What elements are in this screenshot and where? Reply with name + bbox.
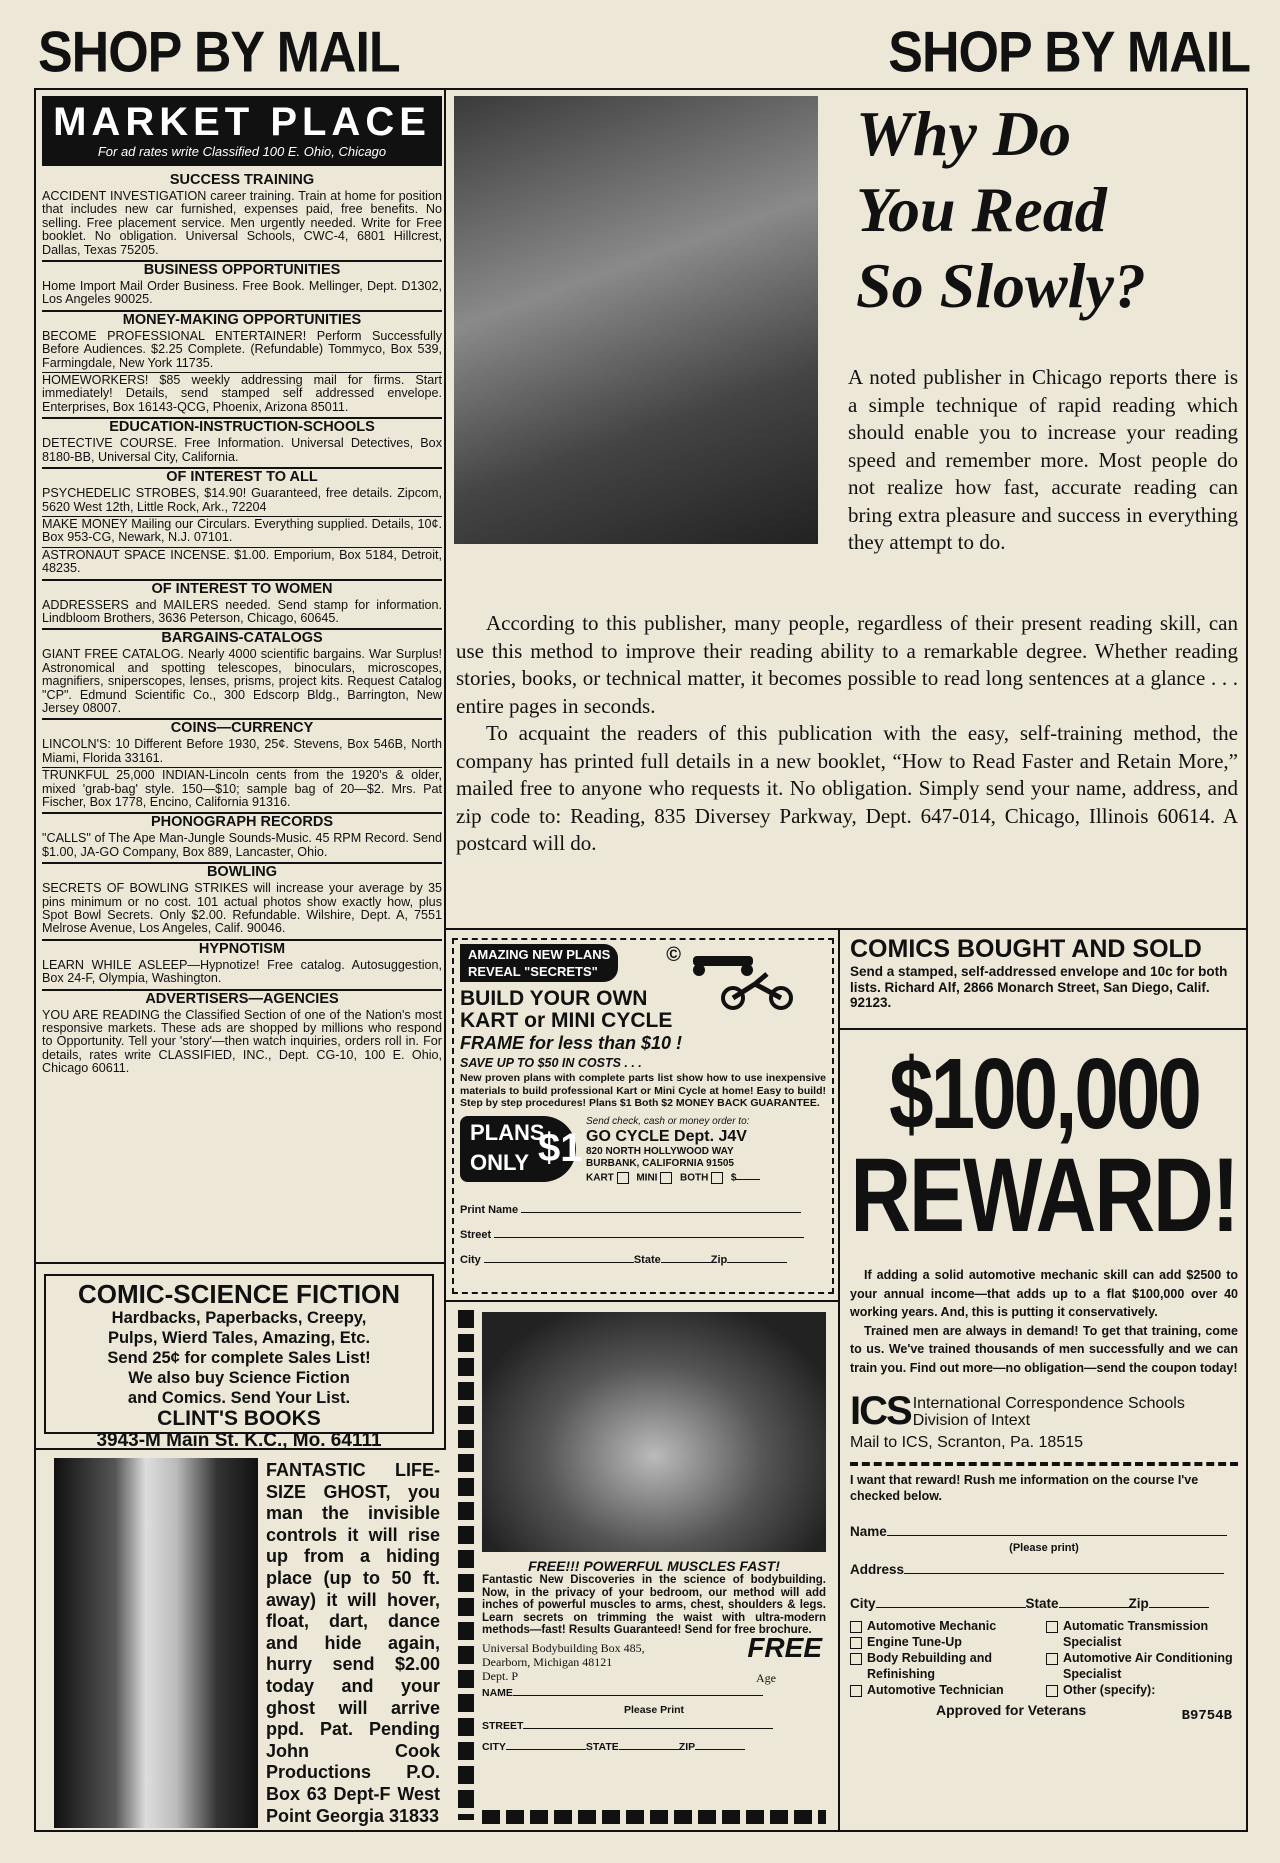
course-option[interactable] xyxy=(1046,1618,1236,1650)
classified-ad: BECOME PROFESSIONAL ENTERTAINER! Perform Successfully Before Audiences. $2.25 Complete. (Refundable) Tommyco, Box 539, Farmingdale, New York 11735. xyxy=(42,329,442,373)
course-label: Automotive Air Conditioning Specialist xyxy=(1063,1651,1233,1681)
kart-name-label: Print Name xyxy=(460,1204,519,1217)
kart-state-field[interactable] xyxy=(661,1262,711,1263)
muscle-body: Fantastic New Discoveries in the science of bodybuilding. Now, in the privacy of your bedroom, our method will add inches of powerful muscles to arms, chest, shoulders & legs. Learn secrets on trimming the waist with ultra-modern methods—fast! Results Guaranteed! Send for free brochure. xyxy=(482,1574,826,1636)
muscle-free: FREE xyxy=(747,1631,822,1663)
muscle-street-label: STREET xyxy=(482,1719,524,1732)
reading-p2: According to this publisher, many people, regardless of their present reading skill, can use this method to improve their reading ability to a remarkable degree. Whether reading stories, books, or technical matter, it becomes possible to read long sentences at a glance . . . entire pages in seconds. xyxy=(456,611,1238,718)
kart-name-field[interactable] xyxy=(521,1212,801,1213)
reading-ad xyxy=(446,88,1248,930)
kart-zip-label: Zip xyxy=(710,1254,728,1267)
course-option[interactable] xyxy=(850,1650,1046,1682)
classified-ad: LINCOLN'S: 10 Different Before 1930, 25¢. Stevens, Box 546B, North Miami, Florida 33161. xyxy=(42,737,442,768)
reward-code: B9754B xyxy=(1181,1708,1232,1724)
muscle-addr1: Universal Bodybuilding Box 485, xyxy=(482,1640,645,1655)
course-option[interactable] xyxy=(850,1682,1046,1698)
muscle-border-left xyxy=(458,1310,474,1820)
muscle-dept: Dept. P xyxy=(482,1668,518,1683)
course-checkbox[interactable] xyxy=(850,1621,862,1633)
muscle-name-label: NAME xyxy=(482,1686,513,1699)
reward-address-field[interactable] xyxy=(904,1573,1224,1574)
headline-line-1: Why Do xyxy=(856,98,1072,169)
ghost-text xyxy=(266,1460,440,1827)
course-label: Automotive Mechanic xyxy=(867,1619,997,1633)
muscle-age: Age xyxy=(756,1670,776,1685)
muscle-street-field[interactable] xyxy=(523,1728,773,1729)
classified-section-body xyxy=(42,647,442,717)
market-place xyxy=(42,96,442,1256)
reading-p3: To acquaint the readers of this publication with the easy, self-training method, the company has printed full details in a new booklet, “How to Read Faster and Retain More,” mailed free to anyone who requests it. No obligation. Simply send your name, address, and zip code to: Reading, 835 Diversey Parkway, Dept. 647-014, Chicago, Illinois 60614. A postcard will do. xyxy=(456,721,1238,855)
reward-p1: If adding a solid automotive mechanic skill can add $2500 to your annual income—that adds up to a flat $100,000 over 40 working years. And, this is putting it conservatively. xyxy=(850,1268,1238,1319)
course-label: Other (specify): xyxy=(1063,1683,1156,1697)
reward-amount: $100,000 xyxy=(889,1037,1199,1149)
reading-headline xyxy=(856,96,1236,324)
reward-state-label: State xyxy=(1025,1596,1059,1611)
opt-mini: MINI xyxy=(636,1172,658,1184)
reward-zip-field[interactable] xyxy=(1149,1607,1209,1608)
reading-p1: A noted publisher in Chicago reports there is a simple technique of rapid reading which should enable you to increase your reading speed and remember more. Most people do not realize how fast, accurate reading can bring extra pleasure and success in everything they attempt to do. xyxy=(848,365,1238,554)
kart-icon xyxy=(685,944,795,1010)
course-checkbox[interactable] xyxy=(1046,1685,1058,1697)
reward-city-label: City xyxy=(850,1596,876,1611)
muscle-city-label: CITY xyxy=(482,1740,506,1753)
reward-word: REWARD! xyxy=(850,1135,1238,1254)
reward-print: (Please print) xyxy=(1009,1542,1079,1554)
classified-section-body xyxy=(42,329,442,416)
ics-org1: International Correspondence Schools xyxy=(912,1394,1185,1412)
plans-price-badge xyxy=(460,1116,583,1182)
classified-ad: PSYCHEDELIC STROBES, $14.90! Guaranteed, free details. Zipcom, 5620 West 12th, Little Rock, Ark., 72204 xyxy=(42,486,442,517)
course-checkbox[interactable] xyxy=(1046,1653,1058,1665)
kart-h2: KART or MINI CYCLE xyxy=(460,1009,673,1032)
classified-ad: MAKE MONEY Mailing our Circulars. Everything supplied. Details, 10¢. Box 953-CG, Newark, N.J. 07101. xyxy=(42,517,442,548)
reward-name-label: Name xyxy=(850,1524,887,1539)
classified-section-body xyxy=(42,737,442,811)
reward-p2: Trained men are always in demand! To get that training, come to us. We've trained thousands of men successfully and we can train you. Find out more—no obligation—send the coupon today! xyxy=(850,1323,1238,1375)
classified-ad: "CALLS" of The Ape Man-Jungle Sounds-Music. 45 RPM Record. Send $1.00, JA-GO Company, Box 889, Lancaster, Ohio. xyxy=(42,831,442,859)
kart-street-field[interactable] xyxy=(494,1237,804,1238)
kart-ad xyxy=(452,938,834,1294)
kart-addr2: BURBANK, CALIFORNIA 91505 xyxy=(586,1157,734,1169)
course-option[interactable] xyxy=(1046,1682,1236,1698)
classified-heading: OF INTEREST TO WOMEN xyxy=(42,579,442,598)
comics-bs-title: COMICS BOUGHT AND SOLD xyxy=(850,935,1202,963)
reading-body xyxy=(456,610,1238,858)
classified-section-body xyxy=(42,279,442,309)
reward-city-field[interactable] xyxy=(876,1607,1026,1608)
muscle-head: FREE!!! POWERFUL MUSCLES FAST! xyxy=(528,1558,780,1574)
muscle-state-label: STATE xyxy=(585,1740,619,1753)
kart-state-label: State xyxy=(633,1254,661,1267)
ics-logo: ICS xyxy=(850,1389,911,1433)
course-label: Engine Tune-Up xyxy=(867,1635,962,1649)
muscle-photo xyxy=(482,1312,826,1552)
kart-h3: FRAME for less than $10 ! xyxy=(460,1033,683,1053)
muscle-zip-field[interactable] xyxy=(695,1749,745,1750)
classified-heading: PHONOGRAPH RECORDS xyxy=(42,812,442,831)
kart-banner-2: REVEAL "SECRETS" xyxy=(468,964,598,979)
classified-ad: ASTRONAUT SPACE INCENSE. $1.00. Emporium, Box 5184, Detroit, 48235. xyxy=(42,547,442,576)
classified-ad: ADDRESSERS and MAILERS needed. Send stamp for information. Lindbloom Brothers, 3636 Peterson, Chicago, 60645. xyxy=(42,597,442,625)
reward-state-field[interactable] xyxy=(1059,1607,1129,1608)
course-checkbox[interactable] xyxy=(850,1685,862,1697)
classified-ad: SECRETS OF BOWLING STRIKES will increase your average by 35 pins minimum or no cost. 101 actual photos show exactly how, plus Spot Bowl Secrets. Only $2.00. Refundable. Wilshire, Dept. A, 7551 Melrose Avenue, Los Angeles, Calif. 90046. xyxy=(42,881,442,936)
classified-section-body xyxy=(42,958,442,988)
plans-label: PLANS xyxy=(470,1119,545,1145)
opt-both-checkbox[interactable] xyxy=(711,1172,723,1184)
ghost-body: FANTASTIC LIFE-SIZE GHOST, you man the invisible controls it will rise up from a hiding place (up to 50 ft. away) it will hover, float, dart, dance and hide again, hurry send $2.00 today and your ghost will arrive ppd. Pat. Pending xyxy=(266,1460,440,1740)
reading-photo xyxy=(454,96,818,544)
kart-addr1: 820 NORTH HOLLYWOOD WAY xyxy=(586,1145,734,1157)
page-header-right: SHOP BY MAIL xyxy=(888,21,1250,85)
classified-heading: COINS—CURRENCY xyxy=(42,718,442,737)
comic-sf-lines xyxy=(46,1308,432,1408)
course-option[interactable] xyxy=(850,1634,1046,1650)
ghost-photo xyxy=(54,1458,258,1828)
course-checkbox[interactable] xyxy=(850,1637,862,1649)
reward-ad xyxy=(840,1032,1248,1832)
kart-banner-1: AMAZING NEW PLANS xyxy=(468,947,611,962)
comic-sf-address: 3943-M Main St. K.C., Mo. 64111 xyxy=(96,1430,382,1451)
classified-ad: LEARN WHILE ASLEEP—Hypnotize! Free catalog. Autosuggestion, Box 24-F, Olympia, Washington. xyxy=(42,957,442,986)
comic-sf-name: CLINT'S BOOKS xyxy=(157,1407,321,1430)
ics-mail: Mail to ICS, Scranton, Pa. 18515 xyxy=(850,1434,1084,1451)
muscle-addr2: Dearborn, Michigan 48121 xyxy=(482,1654,613,1669)
course-checkbox[interactable] xyxy=(850,1653,862,1665)
muscle-name-field[interactable] xyxy=(513,1695,763,1696)
muscle-state-field[interactable] xyxy=(619,1749,679,1750)
comic-sf-ad xyxy=(34,1262,446,1451)
comic-sf-title: COMIC-SCIENCE FICTION xyxy=(77,1279,401,1309)
kart-street-label: Street xyxy=(460,1229,492,1242)
classified-section-body xyxy=(42,436,442,466)
kart-city-label: City xyxy=(460,1254,481,1267)
classified-heading: SUCCESS TRAINING xyxy=(169,172,315,188)
market-place-banner xyxy=(42,96,442,166)
ics-org2: Division of Intext xyxy=(912,1411,1031,1429)
course-checkbox[interactable] xyxy=(1046,1621,1058,1633)
comic-sf-line: We also buy Science Fiction xyxy=(128,1369,350,1387)
course-option[interactable] xyxy=(1046,1650,1236,1682)
market-place-title: MARKET PLACE xyxy=(53,100,431,144)
reward-name-field[interactable] xyxy=(887,1535,1227,1536)
opt-kart-checkbox[interactable] xyxy=(617,1172,629,1184)
kart-city-field[interactable] xyxy=(484,1262,634,1263)
opt-kart: KART xyxy=(586,1172,614,1184)
kart-body: New proven plans with complete parts list show how to use inexpensive materials to build professional Kart or Mini Cycle at home! Easy to build! Step by step procedures! Plans $1 Both $2 MONEY BACK GUARANTEE. xyxy=(460,1072,826,1109)
comic-sf-line: Send 25¢ for complete Sales List! xyxy=(107,1349,371,1367)
course-label: Body Rebuilding and Refinishing xyxy=(867,1651,992,1681)
only-label: ONLY xyxy=(470,1149,530,1175)
classified-heading: BARGAINS-CATALOGS xyxy=(42,628,442,647)
comics-bs-body: Send a stamped, self-addressed envelope and 10c for both lists. Richard Alf, 2866 Monarch Street, San Diego, Calif. 92123. xyxy=(850,964,1228,1010)
course-option[interactable] xyxy=(850,1618,1046,1634)
classified-heading: HYPNOTISM xyxy=(42,939,442,958)
market-place-subtitle: For ad rates write Classified 100 E. Ohio, Chicago xyxy=(97,144,387,159)
classified-ad: HOMEWORKERS! $85 weekly addressing mail for firms. Start immediately! Details, send stamped self addressed envelope. Enterprises, Box 16143-QCG, Phoenix, Arizona 85011. xyxy=(42,373,442,414)
classified-ad: TRUNKFUL 25,000 INDIAN-Lincoln cents from the 1920's & older, mixed 'grab-bag' style. 150—$10; sample bag of 20—$2. Mrs. Pat Fischer, Box 1778, Encino, California 91316. xyxy=(42,768,442,809)
reward-address-label: Address xyxy=(850,1562,905,1577)
classified-section-body xyxy=(42,486,442,577)
classified-section-body xyxy=(42,881,442,938)
opt-dollar: $ xyxy=(730,1172,737,1184)
classified-ad: YOU ARE READING the Classified Section of one of the Nation's most responsive markets. These ads are shopped by millions who respond to Opportunity. Tell your 'story'—then watch inquiries, orders roll in. For details, rates write CLASSIFIED, INC., Dept. CG-10, 100 E. Ohio, Chicago 60611. xyxy=(42,1007,442,1076)
muscle-ad xyxy=(446,1300,838,1832)
classified-list xyxy=(42,172,442,1078)
classified-heading: OF INTEREST TO ALL xyxy=(42,467,442,486)
classified-heading: BUSINESS OPPORTUNITIES xyxy=(42,260,442,279)
plans-price: $1 xyxy=(538,1125,583,1170)
kart-company: GO CYCLE Dept. J4V xyxy=(586,1127,747,1145)
courses-right xyxy=(1046,1618,1236,1698)
muscle-border-bottom xyxy=(482,1810,826,1824)
comic-sf-line: Pulps, Wierd Tales, Amazing, Etc. xyxy=(107,1329,371,1347)
classified-ad: ACCIDENT INVESTIGATION career training. Train at home for position that includes new car furnished, expenses paid, free benefits. No selling. Free placement service. Men urgently needed. Write for Free booklet. No obligation. Universal Schools, CWC-4, 6801 Hillcrest, Dallas, Texas 75205. xyxy=(42,189,442,257)
classified-heading: BOWLING xyxy=(42,862,442,881)
coupon-cut-line xyxy=(850,1462,1238,1466)
headline-line-2: You Read xyxy=(856,174,1107,245)
classified-section-body xyxy=(42,1008,442,1078)
comic-sf-line: and Comics. Send Your List. xyxy=(127,1389,351,1407)
kart-save: SAVE UP TO $50 IN COSTS . . . xyxy=(460,1056,642,1070)
reward-zip-label: Zip xyxy=(1128,1596,1149,1611)
ghost-company: John Cook Productions P.O. Box 63 Dept-F West Point Georgia 31833 xyxy=(266,1740,440,1826)
ghost-ad xyxy=(34,1448,446,1832)
comic-sf-line: Hardbacks, Paperbacks, Creepy, xyxy=(111,1309,367,1327)
classified-ad: Home Import Mail Order Business. Free Book. Mellinger, Dept. D1302, Los Angeles 90025. xyxy=(42,279,442,307)
classified-section-body xyxy=(42,189,442,259)
opt-both: BOTH xyxy=(680,1172,709,1184)
reward-want: I want that reward! Rush me information on the course I've checked below. xyxy=(850,1473,1199,1503)
kart-zip-field[interactable] xyxy=(727,1262,787,1263)
classified-section-body xyxy=(42,831,442,861)
kart-h1: BUILD YOUR OWN xyxy=(460,987,648,1010)
reading-para-1 xyxy=(848,364,1238,557)
classified-heading: MONEY-MAKING OPPORTUNITIES xyxy=(42,310,442,329)
kart-banner xyxy=(460,944,618,982)
page-header-left: SHOP BY MAIL xyxy=(38,21,400,85)
muscle-print: Please Print xyxy=(623,1703,685,1716)
reward-veterans: Approved for Veterans xyxy=(936,1702,1087,1718)
comics-bs-ad xyxy=(840,930,1248,1030)
headline-line-3: So Slowly? xyxy=(856,250,1146,321)
classified-heading: EDUCATION-INSTRUCTION-SCHOOLS xyxy=(42,417,442,436)
kart-send: Send check, cash or money order to: xyxy=(586,1115,750,1127)
muscle-city-field[interactable] xyxy=(506,1749,586,1750)
course-label: Automotive Technician xyxy=(867,1683,1004,1697)
opt-mini-checkbox[interactable] xyxy=(660,1172,672,1184)
classified-heading: ADVERTISERS—AGENCIES xyxy=(42,989,442,1008)
course-label: Automatic Transmission Specialist xyxy=(1063,1619,1209,1649)
classified-ad: DETECTIVE COURSE. Free Information. Universal Detectives, Box 8180-BB, Universal City, California. xyxy=(42,436,442,464)
amount-field[interactable] xyxy=(736,1179,760,1180)
copyright-mark: © xyxy=(666,944,682,966)
muscle-zip-label: ZIP xyxy=(678,1740,696,1753)
courses-left xyxy=(850,1618,1046,1698)
classified-section-body xyxy=(42,598,442,628)
classified-ad: GIANT FREE CATALOG. Nearly 4000 scientific bargains. War Surplus! Astronomical and spotting telescopes, binoculars, microscopes, magnifiers, sniperscopes, lenses, prisms, project kits. Request Catalog "CP". Edmund Scientific Co., 300 Edscorp Bldg., Barrington, New Jersey 08007. xyxy=(42,647,442,715)
